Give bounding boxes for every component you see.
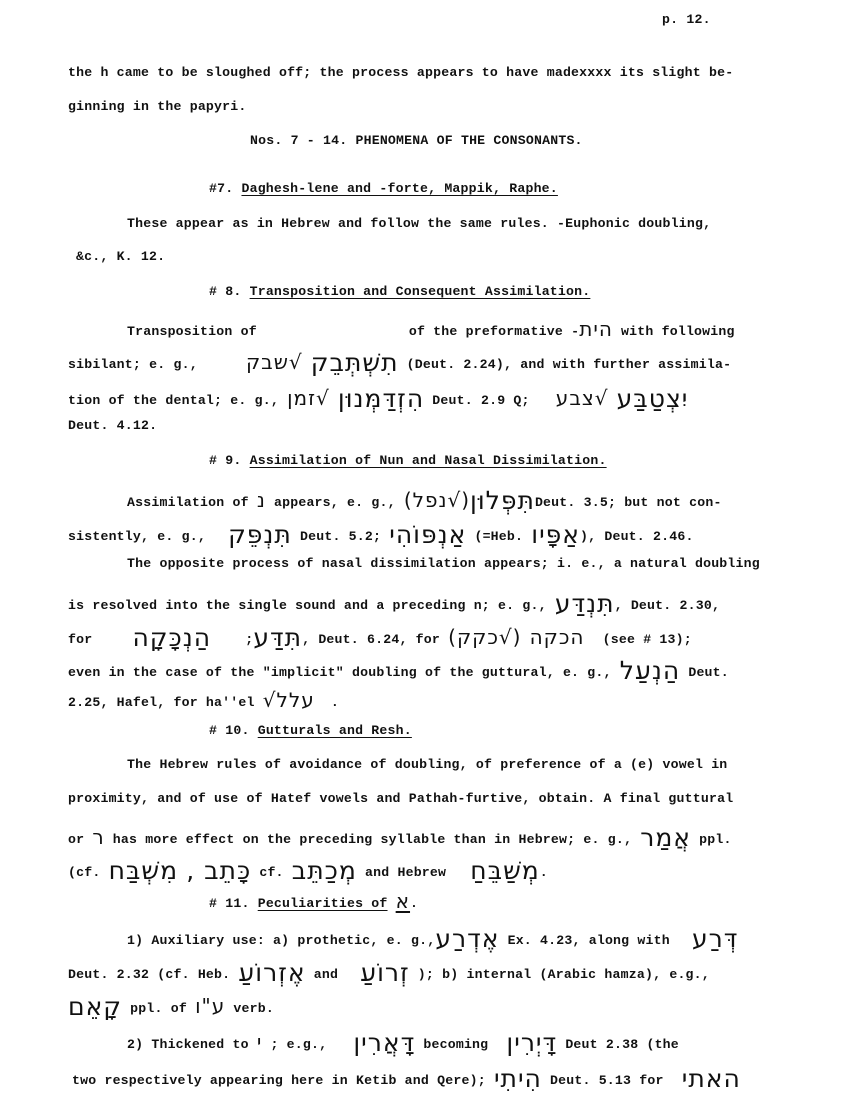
hebrew-word: אַפָּיו — [531, 520, 580, 549]
paragraph-line — [68, 348, 731, 377]
section-11-heading: # 11. Peculiarities of א. — [209, 889, 419, 913]
hebrew-root: (√נפל) — [403, 488, 471, 512]
paragraph-line — [68, 623, 692, 652]
text-run: with following — [621, 324, 735, 339]
text-run: . — [330, 695, 340, 710]
hebrew-word: תִּנְדַּע — [554, 589, 615, 618]
section-8-heading — [209, 284, 590, 299]
text-run: (see # 13); — [602, 632, 692, 647]
paragraph-line — [68, 589, 720, 618]
text-run: or — [68, 832, 85, 847]
text-run: . — [539, 865, 548, 880]
text-run: tion of the dental; e. g., — [68, 393, 279, 408]
section-number: # 9. — [209, 453, 242, 468]
hebrew-word: האתי — [681, 1064, 741, 1093]
text-run: ppl. of — [130, 1001, 187, 1016]
section-9-heading — [209, 453, 607, 468]
text-run: Deut 2.38 (the — [565, 1037, 679, 1052]
section-heading: Transposition and Consequent Assimilation. — [249, 284, 591, 299]
text-run: appears, e. g., — [273, 495, 396, 510]
intro-line: the h came to be sloughed off; the process appears to have madexxxx its slight be- — [68, 65, 734, 80]
text-run: Transposition of — [127, 324, 257, 339]
text-run: sistently, e. g., — [68, 529, 206, 544]
text-run: ), Deut. 2.46. — [580, 529, 694, 544]
text-run: Deut. 5.13 for — [550, 1073, 664, 1088]
text-run: (cf. — [68, 865, 101, 880]
text-run: and Hebrew — [365, 865, 447, 880]
hebrew-word: מִשְׁבַּח — [108, 856, 179, 885]
hebrew-word: תִשְׁתְּבֵק — [310, 348, 399, 377]
paragraph-line — [68, 384, 688, 413]
hebrew-word: דְּרַע — [691, 924, 739, 953]
paragraph-line: proximity, and of use of Hatef vowels and Pathah-furtive, obtain. A final guttural — [68, 791, 734, 806]
section-number: # 10. — [209, 723, 250, 738]
hebrew-word: קָאֵם — [68, 992, 123, 1021]
section-number: #7. — [209, 181, 234, 196]
text-run: ppl. — [699, 832, 732, 847]
text-run: of the preformative - — [408, 324, 580, 339]
intro-line: ginning in the papyri. — [68, 99, 247, 114]
hebrew-word: אַנְפּוֹהִי — [389, 520, 467, 549]
section-heading: Gutturals and Resh. — [257, 723, 412, 738]
hebrew-word: יִצְטַבַּע — [616, 384, 689, 413]
text-run: Deut. 2.32 (cf. Heb. — [68, 967, 231, 982]
hebrew-root: √זמן — [287, 386, 330, 410]
paragraph-line: These appear as in Hebrew and follow the same rules. -Euphonic doubling, — [127, 216, 712, 231]
section-heading: Daghesh-lene and -forte, Mappik, Raphe. — [241, 181, 558, 196]
hebrew-word: הית — [579, 317, 613, 341]
section-heading: Peculiarities of — [257, 896, 388, 911]
section-10-heading — [209, 723, 412, 738]
hebrew-word: הכקה — [529, 625, 585, 649]
paragraph-line — [68, 823, 732, 852]
hebrew-root: √שבק — [245, 350, 303, 374]
paragraph-line — [68, 856, 548, 885]
hebrew-word: הַנְעַל — [619, 656, 681, 685]
page-number: p. 12. — [662, 12, 711, 27]
text-run: 2) Thickened to — [127, 1037, 249, 1052]
hebrew-word: תִּדַּע — [253, 623, 303, 652]
hebrew-word: מְשַׁבֵּחַ — [470, 856, 540, 885]
text-run: sibilant; e. g., — [68, 357, 198, 372]
text-run: (=Heb. — [474, 529, 524, 544]
paragraph-line — [127, 1028, 679, 1057]
paragraph-line — [68, 958, 710, 987]
paragraph-line: &c., K. 12. — [76, 249, 166, 264]
text-run: and — [313, 967, 339, 982]
hebrew-word: דָּאֲרִין — [353, 1028, 416, 1057]
text-run: Deut. 3.5; but not con- — [534, 495, 722, 510]
section-7-heading — [209, 181, 558, 196]
text-run: for — [68, 632, 93, 647]
text-run: 1) Auxiliary use: a) prothetic, e. g., — [127, 933, 436, 948]
text-run: Deut. — [688, 665, 729, 680]
hebrew-root: √עלל — [262, 688, 315, 712]
text-run: ); b) internal (Arabic hamza), e.g., — [417, 967, 710, 982]
text-run: Ex. 4.23, along with — [507, 933, 670, 948]
text-run: Assimilation of — [127, 495, 249, 510]
hebrew-letter: י — [256, 1030, 263, 1054]
hebrew-word: הַנְכָּקָה — [132, 623, 212, 652]
text-run: Deut. 5.2; — [299, 529, 382, 544]
paragraph-line — [68, 656, 729, 685]
hebrew-word: אֶדְרַע — [435, 924, 500, 953]
text-run: ; e.g., — [270, 1037, 328, 1052]
text-run: two respectively appearing here in Ketib and Qere); — [72, 1073, 486, 1088]
hebrew-word: זְרוֹעַ — [360, 958, 410, 987]
paragraph-line — [68, 520, 694, 549]
text-run: even in the case of the "implicit" doubling of the guttural, e. g., — [68, 665, 612, 680]
hebrew-letter: א — [395, 889, 411, 913]
hebrew-root: (√כקק) — [448, 625, 522, 649]
hebrew-word: דָּיְרִין — [506, 1028, 558, 1057]
text-run: has more effect on the preceding syllable than in Hebrew; e. g., — [112, 832, 633, 847]
text-run: 2.25, Hafel, for ha''el — [68, 695, 255, 710]
section-heading: Assimilation of Nun and Nasal Dissimilation. — [249, 453, 607, 468]
paragraph-line — [127, 486, 722, 515]
text-run: is resolved into the single sound and a preceding n; e. g., — [68, 598, 547, 613]
hebrew-word: מְכַתֵּב — [291, 856, 357, 885]
paragraph-line: The opposite process of nasal dissimilation appears; i. e., a natural doubling — [127, 556, 760, 571]
paragraph-line — [68, 688, 339, 712]
text-run: , Deut. 2.30, — [614, 598, 721, 613]
section-title: Nos. 7 - 14. PHENOMENA OF THE CONSONANTS. — [250, 133, 583, 148]
hebrew-word: ע"ו — [195, 994, 226, 1018]
paragraph-line — [68, 992, 274, 1021]
section-number: # 8. — [209, 284, 242, 299]
text-run: cf. — [259, 865, 284, 880]
text-run: Deut. 2.9 Q; — [432, 393, 530, 408]
paragraph-line: Deut. 4.12. — [68, 418, 158, 433]
hebrew-word: אֲמַר — [640, 823, 692, 852]
hebrew-word: אֶזְרוֹעַ — [238, 958, 306, 987]
paragraph-line: The Hebrew rules of avoidance of doubling, of preference of a (e) vowel in — [127, 757, 728, 772]
paragraph-line — [127, 924, 738, 953]
hebrew-letter: נ — [256, 488, 266, 512]
text-run: (Deut. 2.24), and with further assimila- — [406, 357, 732, 372]
paragraph-line — [127, 317, 735, 341]
section-number: # 11. — [209, 896, 250, 911]
text-run: becoming — [423, 1037, 489, 1052]
hebrew-word: הִיתִי — [493, 1064, 542, 1093]
text-run: , Deut. 6.24, for — [302, 632, 441, 647]
hebrew-root: √צבע — [555, 386, 609, 410]
hebrew-word: תִּפְּלוּן — [470, 486, 535, 515]
hebrew-word: הִזְדַּמְּנוּן — [337, 384, 425, 413]
text-run: ; — [245, 632, 254, 647]
text-run: verb. — [233, 1001, 274, 1016]
hebrew-word: כָּתֵב , — [186, 856, 252, 885]
hebrew-word: תִּנְפֵּק — [228, 520, 292, 549]
hebrew-letter: ר — [92, 825, 105, 849]
paragraph-line — [72, 1064, 741, 1093]
